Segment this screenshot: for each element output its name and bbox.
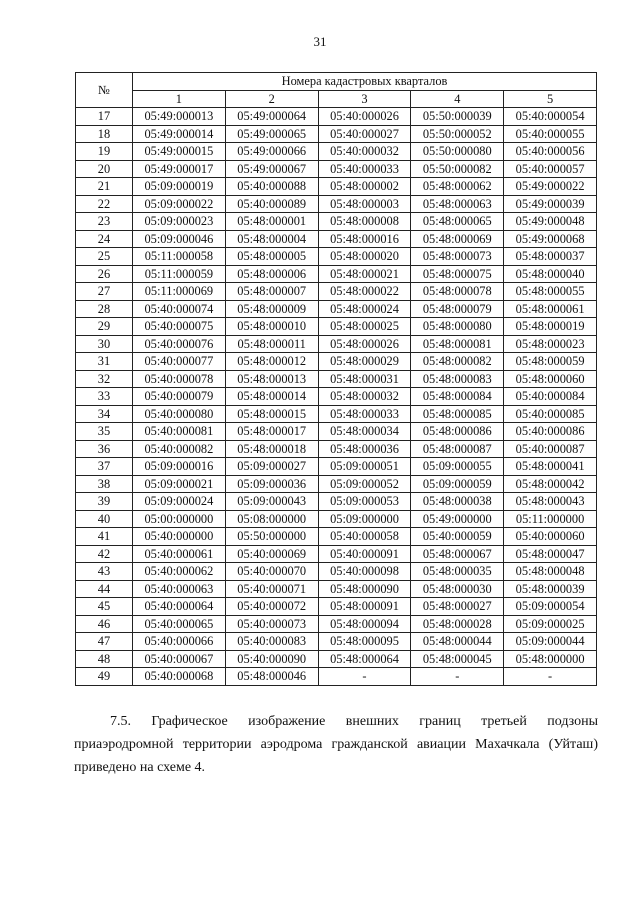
row-number-cell: 22 [76,195,133,213]
cadastral-number-cell: 05:49:000068 [504,230,597,248]
cadastral-number-cell: 05:49:000039 [504,195,597,213]
cadastral-number-cell: 05:48:000001 [225,213,318,231]
cadastral-number-cell: 05:40:000074 [133,300,226,318]
cadastral-number-cell: 05:40:000081 [133,423,226,441]
cadastral-number-cell: 05:49:000000 [411,510,504,528]
table-row [76,195,597,213]
cadastral-number-cell: 05:40:000090 [225,650,318,668]
group-header: Номера кадастровых кварталов [133,73,597,91]
row-number-cell: 26 [76,265,133,283]
table-row [76,335,597,353]
cadastral-number-cell: 05:48:000038 [411,493,504,511]
table-row [76,213,597,231]
cadastral-number-cell: 05:40:000000 [133,528,226,546]
cadastral-number-cell: 05:40:000079 [133,388,226,406]
cadastral-number-cell: 05:09:000024 [133,493,226,511]
cadastral-number-cell: 05:48:000024 [318,300,411,318]
cadastral-number-cell: 05:48:000037 [504,248,597,266]
cadastral-number-cell: 05:48:000035 [411,563,504,581]
cadastral-number-cell: 05:09:000046 [133,230,226,248]
cadastral-number-cell: 05:40:000065 [133,615,226,633]
table-row [76,300,597,318]
cadastral-number-cell: 05:09:000051 [318,458,411,476]
cadastral-number-cell: 05:48:000017 [225,423,318,441]
cadastral-number-cell: 05:48:000073 [411,248,504,266]
cadastral-number-cell: 05:48:000047 [504,545,597,563]
table-row [76,580,597,598]
cadastral-number-cell: 05:40:000057 [504,160,597,178]
cadastral-number-cell: 05:49:000014 [133,125,226,143]
cadastral-number-cell: 05:40:000068 [133,668,226,686]
cadastral-number-cell: 05:48:000018 [225,440,318,458]
table-row [76,668,597,686]
cadastral-number-cell: 05:48:000040 [504,265,597,283]
cadastral-number-cell: 05:09:000059 [411,475,504,493]
row-number-cell: 19 [76,143,133,161]
cadastral-number-cell: 05:48:000065 [411,213,504,231]
row-number-cell: 35 [76,423,133,441]
cadastral-number-cell: 05:48:000063 [411,195,504,213]
table-row [76,545,597,563]
cadastral-number-cell: 05:40:000027 [318,125,411,143]
cadastral-number-cell: 05:09:000055 [411,458,504,476]
row-number-cell: 37 [76,458,133,476]
cadastral-number-cell: 05:40:000026 [318,108,411,126]
cadastral-number-cell: 05:40:000032 [318,143,411,161]
table-row [76,178,597,196]
table-body [76,108,597,686]
cadastral-number-cell: 05:48:000087 [411,440,504,458]
cadastral-number-cell: 05:49:000067 [225,160,318,178]
cadastral-number-cell: 05:40:000061 [133,545,226,563]
row-number-cell: 31 [76,353,133,371]
cadastral-number-cell: - [504,668,597,686]
table-row [76,458,597,476]
cadastral-number-cell: 05:50:000082 [411,160,504,178]
row-number-cell: 47 [76,633,133,651]
cadastral-number-cell: 05:48:000042 [504,475,597,493]
table-row [76,143,597,161]
row-number-cell: 24 [76,230,133,248]
row-number-cell: 32 [76,370,133,388]
cadastral-number-cell: 05:40:000033 [318,160,411,178]
cadastral-number-cell: 05:48:000019 [504,318,597,336]
cadastral-number-cell: 05:40:000062 [133,563,226,581]
cadastral-number-cell: 05:50:000052 [411,125,504,143]
cadastral-number-cell: 05:40:000058 [318,528,411,546]
cadastral-number-cell: 05:48:000006 [225,265,318,283]
table-row [76,353,597,371]
cadastral-number-cell: 05:49:000017 [133,160,226,178]
cadastral-number-cell: 05:48:000023 [504,335,597,353]
cadastral-number-cell: 05:40:000060 [504,528,597,546]
table-row [76,248,597,266]
cadastral-number-cell: 05:48:000083 [411,370,504,388]
cadastral-number-cell: 05:48:000069 [411,230,504,248]
table-row [76,388,597,406]
cadastral-number-cell: 05:48:000004 [225,230,318,248]
table-row [76,405,597,423]
cadastral-number-cell: 05:48:000015 [225,405,318,423]
cadastral-number-cell: 05:48:000048 [504,563,597,581]
cadastral-number-cell: 05:48:000044 [411,633,504,651]
cadastral-number-cell: 05:40:000087 [504,440,597,458]
row-number-cell: 41 [76,528,133,546]
cadastral-number-cell: 05:48:000079 [411,300,504,318]
cadastral-number-cell: 05:48:000062 [411,178,504,196]
row-number-cell: 42 [76,545,133,563]
cadastral-number-cell: 05:48:000003 [318,195,411,213]
cadastral-number-cell: 05:11:000058 [133,248,226,266]
cadastral-number-cell: 05:40:000059 [411,528,504,546]
cadastral-number-cell: 05:48:000085 [411,405,504,423]
row-number-cell: 18 [76,125,133,143]
row-number-cell: 48 [76,650,133,668]
cadastral-number-cell: 05:48:000060 [504,370,597,388]
cadastral-number-cell: 05:09:000044 [504,633,597,651]
row-number-cell: 23 [76,213,133,231]
table-row [76,493,597,511]
cadastral-number-cell: 05:40:000084 [504,388,597,406]
cadastral-number-cell: 05:48:000027 [411,598,504,616]
cadastral-number-cell: 05:48:000043 [504,493,597,511]
cadastral-number-cell: 05:09:000027 [225,458,318,476]
section-paragraph [74,710,598,779]
cadastral-number-cell: 05:11:000069 [133,283,226,301]
table-row [76,615,597,633]
row-number-cell: 27 [76,283,133,301]
cadastral-number-cell: 05:48:000084 [411,388,504,406]
cadastral-number-cell: 05:40:000069 [225,545,318,563]
cadastral-number-cell: 05:48:000033 [318,405,411,423]
row-number-cell: 40 [76,510,133,528]
cadastral-number-cell: 05:00:000000 [133,510,226,528]
cadastral-number-cell: 05:48:000086 [411,423,504,441]
row-number-cell: 20 [76,160,133,178]
table-row [76,160,597,178]
cadastral-number-cell: 05:48:000041 [504,458,597,476]
cadastral-number-cell: 05:09:000019 [133,178,226,196]
cadastral-number-cell: 05:48:000009 [225,300,318,318]
cadastral-number-cell: 05:40:000076 [133,335,226,353]
row-number-cell: 43 [76,563,133,581]
cadastral-number-cell: 05:40:000073 [225,615,318,633]
cadastral-number-cell: 05:09:000021 [133,475,226,493]
cadastral-number-cell: 05:40:000089 [225,195,318,213]
row-number-cell: 25 [76,248,133,266]
cadastral-number-cell: 05:48:000095 [318,633,411,651]
row-number-cell: 45 [76,598,133,616]
cadastral-number-cell: 05:09:000043 [225,493,318,511]
table-row [76,265,597,283]
table-row [76,475,597,493]
cadastral-number-cell: 05:09:000022 [133,195,226,213]
cadastral-number-cell: 05:40:000085 [504,405,597,423]
column-header: 3 [318,90,411,108]
table-row [76,283,597,301]
cadastral-number-cell: 05:40:000086 [504,423,597,441]
table-row [76,650,597,668]
cadastral-number-cell: 05:40:000070 [225,563,318,581]
cadastral-number-cell: - [411,668,504,686]
cadastral-number-cell: 05:40:000075 [133,318,226,336]
cadastral-number-cell: 05:09:000025 [504,615,597,633]
cadastral-number-cell: 05:40:000072 [225,598,318,616]
cadastral-number-cell: 05:40:000054 [504,108,597,126]
cadastral-number-cell: 05:40:000098 [318,563,411,581]
cadastral-number-cell: 05:48:000067 [411,545,504,563]
cadastral-number-cell: 05:48:000013 [225,370,318,388]
cadastral-number-cell: 05:48:000080 [411,318,504,336]
cadastral-number-cell: 05:48:000026 [318,335,411,353]
column-header: 2 [225,90,318,108]
cadastral-number-cell: 05:48:000046 [225,668,318,686]
cadastral-number-cell: 05:09:000052 [318,475,411,493]
table-row [76,598,597,616]
table-row [76,633,597,651]
cadastral-number-cell: 05:48:000094 [318,615,411,633]
row-number-cell: 36 [76,440,133,458]
cadastral-number-cell: 05:48:000007 [225,283,318,301]
cadastral-number-cell: 05:40:000080 [133,405,226,423]
cadastral-number-cell: 05:48:000021 [318,265,411,283]
column-header: 4 [411,90,504,108]
cadastral-number-cell: 05:40:000064 [133,598,226,616]
column-header: 1 [133,90,226,108]
table-row [76,563,597,581]
cadastral-number-cell: 05:48:000000 [504,650,597,668]
table-row [76,370,597,388]
paragraph-line: 7.5. Графическое изображение внешних границ третьей подзоны [110,714,598,729]
table-row [76,125,597,143]
cadastral-number-cell: 05:48:000005 [225,248,318,266]
cadastral-number-cell: 05:48:000014 [225,388,318,406]
cadastral-number-cell: 05:48:000034 [318,423,411,441]
cadastral-number-cell: 05:48:000016 [318,230,411,248]
cadastral-number-cell: 05:48:000012 [225,353,318,371]
cadastral-number-cell: 05:48:000036 [318,440,411,458]
row-number-cell: 34 [76,405,133,423]
cadastral-number-cell: 05:40:000082 [133,440,226,458]
paragraph-line: приведено на схеме 4. [74,760,206,775]
cadastral-number-cell: 05:48:000030 [411,580,504,598]
cadastral-number-cell: - [318,668,411,686]
number-header: № [76,73,133,108]
cadastral-number-cell: 05:49:000064 [225,108,318,126]
cadastral-number-cell: 05:48:000081 [411,335,504,353]
cadastral-number-cell: 05:48:000020 [318,248,411,266]
cadastral-number-cell: 05:40:000091 [318,545,411,563]
table-row [76,423,597,441]
cadastral-number-cell: 05:48:000091 [318,598,411,616]
row-number-cell: 29 [76,318,133,336]
row-number-cell: 46 [76,615,133,633]
cadastral-number-cell: 05:48:000032 [318,388,411,406]
row-number-cell: 30 [76,335,133,353]
cadastral-number-cell: 05:49:000048 [504,213,597,231]
column-header: 5 [504,90,597,108]
row-number-cell: 28 [76,300,133,318]
cadastral-number-cell: 05:40:000063 [133,580,226,598]
cadastral-number-cell: 05:48:000045 [411,650,504,668]
cadastral-number-cell: 05:49:000013 [133,108,226,126]
cadastral-number-cell: 05:09:000054 [504,598,597,616]
table-row [76,528,597,546]
cadastral-number-cell: 05:09:000036 [225,475,318,493]
page-number: 31 [313,34,327,49]
cadastral-number-cell: 05:48:000031 [318,370,411,388]
row-number-cell: 39 [76,493,133,511]
cadastral-number-cell: 05:50:000080 [411,143,504,161]
cadastral-number-cell: 05:49:000015 [133,143,226,161]
cadastral-number-cell: 05:40:000067 [133,650,226,668]
cadastral-number-cell: 05:11:000059 [133,265,226,283]
cadastral-number-cell: 05:40:000066 [133,633,226,651]
row-number-cell: 38 [76,475,133,493]
cadastral-number-cell: 05:48:000028 [411,615,504,633]
row-number-cell: 17 [76,108,133,126]
cadastral-number-cell: 05:48:000061 [504,300,597,318]
table-row [76,108,597,126]
cadastral-number-cell: 05:48:000029 [318,353,411,371]
row-number-cell: 49 [76,668,133,686]
cadastral-number-cell: 05:48:000025 [318,318,411,336]
cadastral-quarters-table [75,72,597,686]
cadastral-number-cell: 05:49:000065 [225,125,318,143]
cadastral-number-cell: 05:48:000078 [411,283,504,301]
cadastral-number-cell: 05:40:000071 [225,580,318,598]
cadastral-number-cell: 05:40:000083 [225,633,318,651]
paragraph-line: приаэродромной территории аэродрома гражданской авиации Махачкала (Уйташ) [74,737,598,752]
cadastral-number-cell: 05:48:000075 [411,265,504,283]
cadastral-number-cell: 05:49:000066 [225,143,318,161]
cadastral-number-cell: 05:48:000090 [318,580,411,598]
table-row [76,318,597,336]
cadastral-number-cell: 05:40:000077 [133,353,226,371]
table-row [76,230,597,248]
cadastral-number-cell: 05:40:000078 [133,370,226,388]
cadastral-number-cell: 05:48:000008 [318,213,411,231]
cadastral-number-cell: 05:08:000000 [225,510,318,528]
table-row [76,510,597,528]
cadastral-number-cell: 05:48:000022 [318,283,411,301]
cadastral-number-cell: 05:48:000039 [504,580,597,598]
cadastral-number-cell: 05:48:000064 [318,650,411,668]
cadastral-number-cell: 05:50:000000 [225,528,318,546]
cadastral-number-cell: 05:48:000082 [411,353,504,371]
cadastral-number-cell: 05:09:000053 [318,493,411,511]
cadastral-number-cell: 05:40:000088 [225,178,318,196]
table-row [76,440,597,458]
cadastral-number-cell: 05:48:000010 [225,318,318,336]
cadastral-number-cell: 05:48:000059 [504,353,597,371]
cadastral-number-cell: 05:50:000039 [411,108,504,126]
cadastral-number-cell: 05:49:000022 [504,178,597,196]
row-number-cell: 21 [76,178,133,196]
cadastral-number-cell: 05:09:000023 [133,213,226,231]
cadastral-number-cell: 05:48:000002 [318,178,411,196]
cadastral-number-cell: 05:11:000000 [504,510,597,528]
cadastral-number-cell: 05:09:000000 [318,510,411,528]
cadastral-number-cell: 05:09:000016 [133,458,226,476]
cadastral-number-cell: 05:48:000055 [504,283,597,301]
row-number-cell: 33 [76,388,133,406]
cadastral-number-cell: 05:40:000056 [504,143,597,161]
cadastral-number-cell: 05:40:000055 [504,125,597,143]
cadastral-number-cell: 05:48:000011 [225,335,318,353]
row-number-cell: 44 [76,580,133,598]
